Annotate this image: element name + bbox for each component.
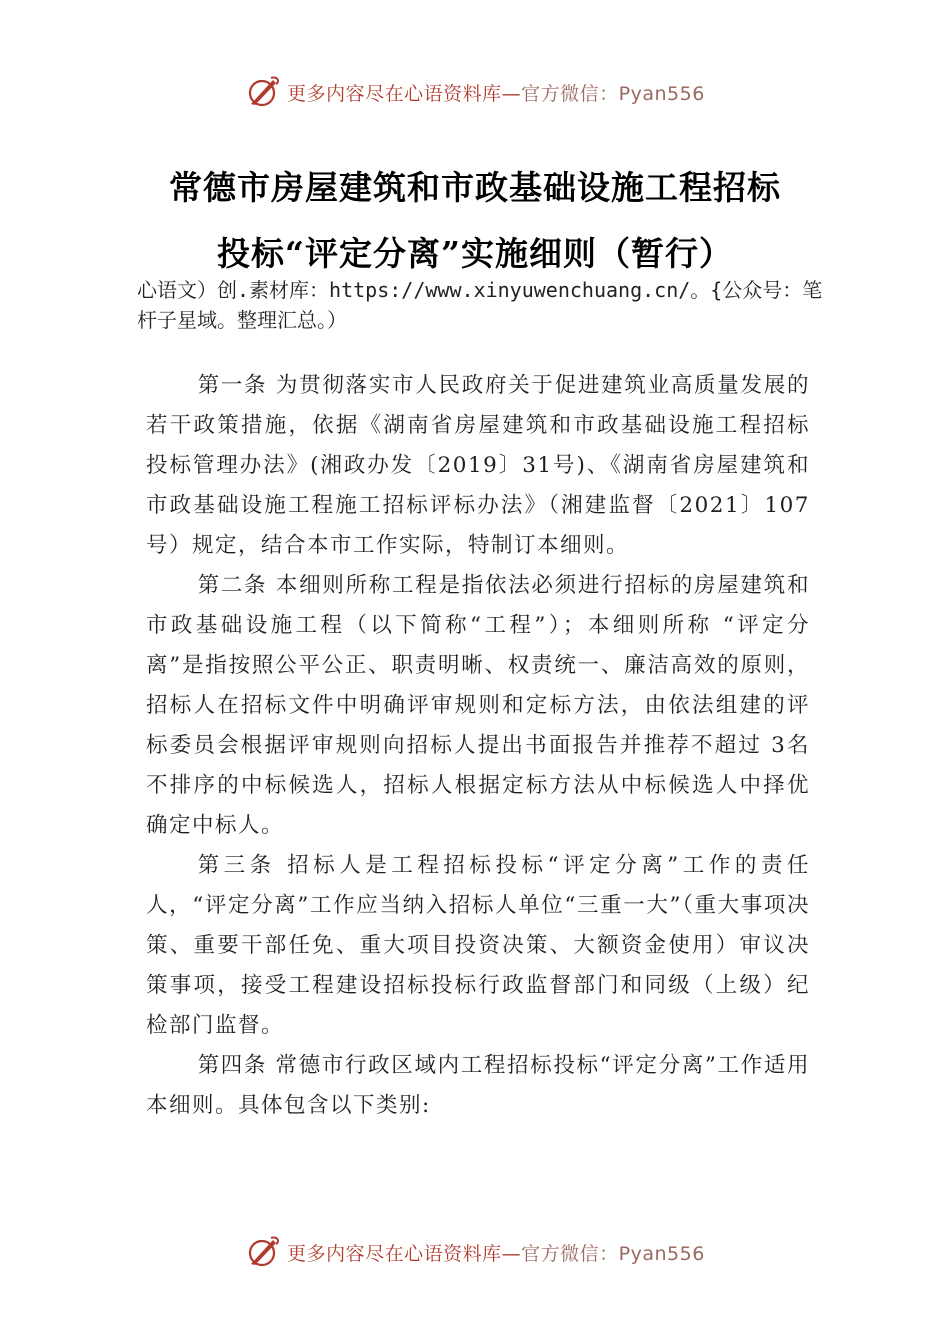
document-title-line-1: 常德市房屋建筑和市政基础设施工程招标 — [169, 168, 781, 207]
banner-wechat: 官方微信：Pyan556 — [521, 82, 705, 105]
banner-slogan: 更多内容尽在心语资料库— — [287, 82, 522, 105]
banner-text — [287, 79, 705, 106]
document-title-line-2: 投标“评定分离”实施细则（暂行） — [217, 234, 733, 273]
article-2: 第二条 本细则所称工程是指依法必须进行招标的房屋建筑和市政基础设施工程（以下简称“工程”）；本细则所称 “评定分离”是指按照公平公正、职责明晰、权责统一、廉洁高效的原则，招标人在招标文件中明确评审规则和定标方法，由依法组建的评标委员会根据评审规则向招标人提出书面报告并推荐不超过 3名不排序的中标候选人，招标人根据定标方法从中标候选人中择优确定中标人。 — [146, 573, 810, 838]
banner-text — [287, 1239, 705, 1266]
banner-wechat: 官方微信：Pyan556 — [521, 1242, 705, 1265]
article-1: 第一条 为贯彻落实市人民政府关于促进建筑业高质量发展的若干政策措施，依据《湖南省房屋建筑和市政基础设施工程招标投标管理办法》(湘政办发〔2019〕31号)、《湖南省房屋建筑和市政基础设施工程施工招标评标办法》（湘建监督〔2021〕107号）规定，结合本市工作实际，特制订本细则。 — [146, 373, 810, 558]
document-body — [146, 366, 810, 1126]
banner-slogan: 更多内容尽在心语资料库— — [287, 1242, 522, 1265]
footer-banner — [0, 1232, 950, 1272]
article-4: 第四条 常德市行政区域内工程招标投标“评定分离”工作适用本细则。具体包含以下类别: — [146, 1053, 810, 1118]
quill-logo-icon — [245, 74, 281, 110]
quill-logo-icon — [245, 1234, 281, 1270]
header-banner — [0, 72, 950, 112]
source-note: 心语文）创.素材库：https://www.xinyuwenchuang.cn/。{公众号：笔杆子星域。整理汇总。） — [137, 278, 823, 332]
article-3: 第三条 招标人是工程招标投标“评定分离”工作的责任人，“评定分离”工作应当纳入招标人单位“三重一大”（重大事项决策、重要干部任免、重大项目投资决策、大额资金使用）审议决策事项，接受工程建设招标投标行政监督部门和同级（上级）纪检部门监督。 — [146, 853, 810, 1038]
